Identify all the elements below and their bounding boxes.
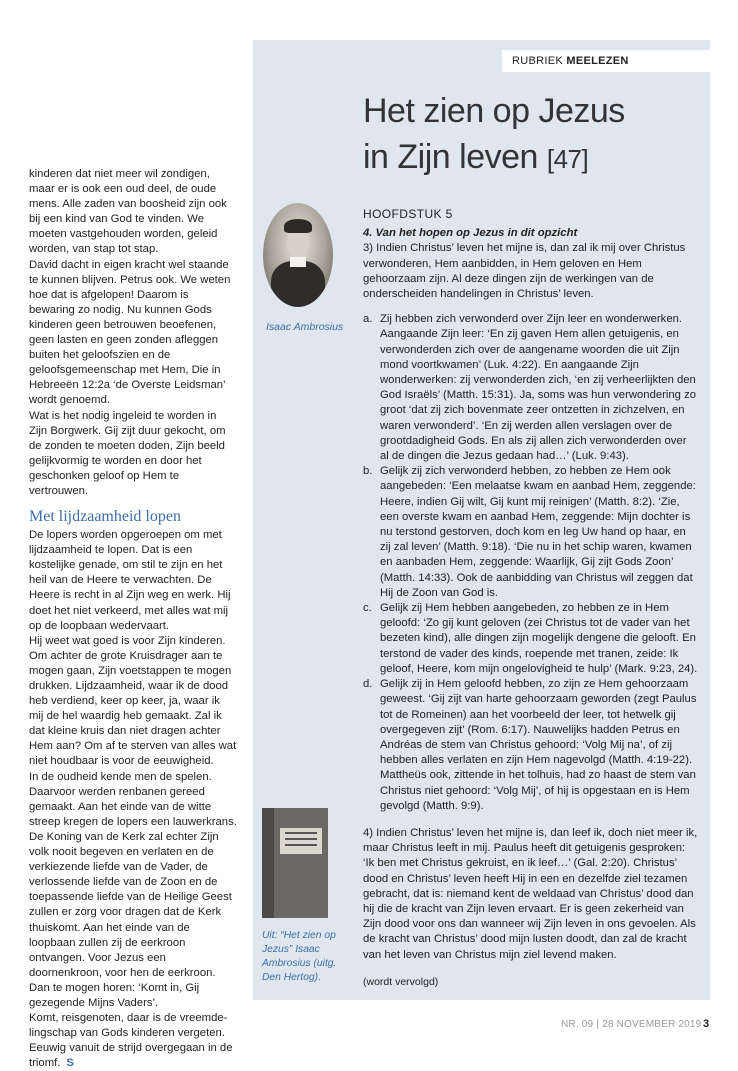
portrait-collar <box>290 257 306 267</box>
section-heading: Met lijdzaamheid lopen <box>29 508 181 526</box>
chapter-label: HOOFDSTUK 5 <box>363 207 453 221</box>
book-caption: Uit: “Het zien op Jezus” Isaac Ambrosius (uitg. Den Hertog). <box>262 930 337 983</box>
book-spine <box>262 808 274 918</box>
end-mark-icon: S <box>66 1057 74 1070</box>
portrait-cap <box>284 219 312 233</box>
title-line-2-text: in Zijn leven <box>363 138 538 176</box>
portrait-image <box>263 203 333 307</box>
section-prefix: RUBRIEK <box>512 55 563 67</box>
main-paragraph: 4) Indien Christus’ leven het mijne is, dan leef ik, doch niet meer ik, maar Christus leeft in mij. Paulus heeft dit getuigenis gesproken: ‘Ik ben met Christus gekruist, en ik leef…’ (Gal. 2:20). Christus’ dood en Christus’ leven heeft Hij in een en dezelfde ziel tezamen gebracht, dat is: niemand kent de weldaad van Christus’ dood dan hij die de kracht van Zijn leven ervaart. Er is geen zekerheid van Zijn dood voor ons dan wanneer wij Zijn leven in ons gevoelen. Als de kracht van Christus’ dood mijn lusten doodt, dan zal de kracht van het leven van Christus mijn ziel levend maken. <box>363 826 698 961</box>
left-paragraph: De lopers worden opgeroepen om met lijdzaamheid te lopen. Dat is een kostelijke genade, om stil te zijn en het heil van de Heere te verwachten. De Heere is recht in al Zijn weg en werk. Hij doet het niet verkeerd, met alles wat mij op de loopbaan wedervaart. <box>29 529 231 632</box>
subheading: 4. Van het hopen op Jezus in dit opzicht <box>363 227 578 240</box>
section-name: MEELEZEN <box>566 55 629 67</box>
list-item <box>363 601 698 677</box>
title-line-2 <box>363 134 703 182</box>
book-image <box>262 808 328 918</box>
enumerated-list <box>363 312 698 814</box>
list-item-text: Gelijk zij in Hem geloofd hebben, zo zijn ze Hem gehoorzaam geweest. ‘Gij zijt van harte gehoorzaam geworden (zegt Paulus tot de Romeinen) aan het voorbeeld der leer, tot hetwelk gij overgegeven zijt’ (Rom. 6:17). Nauwelijks hadden Petrus en Andréas de stem van Christus gehoord: ‘Volg Mij na’, of zij hebben alles verlaten en zijn Hem nagevolgd (Matth. 4:19-22). Mattheüs ook, zittende in het tolhuis, had zo haast de stem van Christus niet gehoord: ‘Volg Mij’, of hij is opgestaan en is Hem gevolgd (Matth. 9:9). <box>380 678 697 812</box>
left-paragraph: Wat is het nodig ingeleid te worden in Zijn Borgwerk. Gij zijt duur gekocht, om de zonden te moeten doden, Zijn beeld gelijkvormig te worden en door het geschonken geloof op Hem te vertrouwen. <box>29 409 226 497</box>
left-paragraph: In de oudheid kende men de spelen. Daarvoor werden renbanen gereed gemaakt. Aan het einde van de witte streep kregen de lopers een lauwerkrans. De Koning van de Kerk zal echter Zijn volk nooit begeven en verlaten en de verkiezende liefde van de Vader, de verlossende liefde van de Zoon en de toepassende liefde van de Heilige Geest zullen er zorg voor dragen dat de Kerk thuiskomt. Aan het einde van de loopbaan zullen zij de eerkroon ontvangen. Voor Jezus een doornenkroon, voor hen de eerkroon. Dan te mogen horen: ‘Komt in, Gij gezegende Mijns Vaders’. <box>29 770 237 1009</box>
list-item-text: Gelijk zij Hem hebben aangebeden, zo hebben ze in Hem geloofd: ‘Zo gij kunt geloven (zei Christus tot de vader van het bezeten kind), alle dingen zijn mogelijk dengene die gelooft. En terstond de vader des kinds, roepende met tranen, zeide: Ik geloof, Heere, kom mijn ongelovigheid te hulp’ (Mark. 9:23, 24). <box>380 602 698 675</box>
book-cover <box>274 808 328 918</box>
list-item <box>363 464 698 601</box>
book-cover-label <box>280 828 322 854</box>
list-marker: a. <box>363 313 373 326</box>
main-paragraph: 3) Indien Christus’ leven het mijne is, dan zal ik mij over Christus verwonderen, Hem aanbidden, in Hem geloven en Hem gehoorzaam zijn. Al deze dingen zijn de werkingen van de onderscheiden handelingen in Christus’ leven. <box>363 242 686 301</box>
left-column <box>29 167 237 1071</box>
list-marker: d. <box>363 678 373 691</box>
article-title <box>363 88 703 182</box>
left-paragraph-text: Komt, reisgenoten, daar is de vreemdelingschap van Gods kinderen vergeten. Eeuwig vanuit de strijd overgegaan in de triomf. <box>29 1012 233 1070</box>
portrait-caption: Isaac Ambrosius <box>266 321 344 333</box>
continued-note: (wordt vervolgd) <box>363 975 439 988</box>
list-item-text: Gelijk zij zich verwonderd hebben, zo hebben ze Hem ook aangebeden: ‘Een melaatse kwam en aanbad Hem, zeggende: Heere, indien Gij wilt, Gij kunt mij reinigen’ (Matth. 8:2). ‘Zie, een overste kwam en aanbad Hem, zeggende: Mijn dochter is nu terstond gestorven, doch kom en leg Uw hand op haar, en zij zal leven’ (Matth. 9:18). ‘Die nu in het schip waren, kwamen en aanbaden Hem, zeggende: Waarlijk, Gij zijt Gods Zoon’ (Matth. 14:33). Ook de aanbidding van Christus wil zeggen dat Hij de Zoon van God is. <box>380 465 696 599</box>
section-label <box>502 50 710 72</box>
list-item-text: Zij hebben zich verwonderd over Zijn leer en wonderwerken. Aangaande Zijn leer: ‘En zij gaven Hem allen getuigenis, en verwonderden zich over de aangename woorden die uit Zijn mond voortkwamen’ (Luk. 4:22). En aangaande Zijn wonderwerken: zij verwonderden zich, ‘en zij verheerlijkten den God Israëls’ (Matth. 15:31). Ja, soms was hun verwondering zo groot ‘dat zij zich bovenmate zeer ontzetten in zichzelven, en waren verwonderd’. ‘En zij werden allen verslagen over de grootdadigheid Gods. En als zij allen zich verwonderden over al de dingen die Jezus gedaan had…’ (Luk. 9:43). <box>380 313 697 463</box>
list-marker: c. <box>363 602 372 615</box>
left-paragraph: Hij weet wat goed is voor Zijn kinderen. Om achter de grote Kruisdrager aan te mogen gaan, Zijn voetstappen te mogen drukken. Lijdzaamheid, waar ik de dood heb verdiend, keer op keer, ja, waar ik mij de hel waardig heb gemaakt. Zal ik dat kleine kruis dan niet dragen achter Hem aan? Om af te sterven van alles wat niet houdbaar is voor de eeuwigheid. <box>29 634 237 768</box>
title-part-number: [47] <box>546 144 589 174</box>
title-line-1: Het zien op Jezus <box>363 92 625 130</box>
list-item <box>363 312 698 464</box>
page-number: 3 <box>703 1018 710 1030</box>
list-marker: b. <box>363 465 373 478</box>
left-paragraph-last <box>29 1011 237 1071</box>
list-item <box>363 677 698 814</box>
issue-info: NR. 09 | 28 NOVEMBER 2019 <box>561 1019 702 1030</box>
left-paragraph: kinderen dat niet meer wil zondigen, maar er is ook een oud deel, de oude mens. Alle zaden van boosheid zijn ook bij een kind van God te vinden. We moeten vastgehouden worden, geleid worden, van stap tot stap. <box>29 168 227 256</box>
left-paragraph: David dacht in eigen kracht wel staande te kunnen blijven. Petrus ook. We weten hoe dat is afgelopen! Daarom is bewaring zo nodig. Nu kunnen Gods kinderen geen betrouwen beoefenen, geen lasten en geen zonden afleggen buiten het geloofszien en de geloofsgemeenschap met Hem, Die in Hebreeën 12:2a ‘de Overste Leidsman’ wordt genoemd. <box>29 258 231 407</box>
portrait-robe <box>271 261 325 307</box>
main-column <box>363 207 698 990</box>
